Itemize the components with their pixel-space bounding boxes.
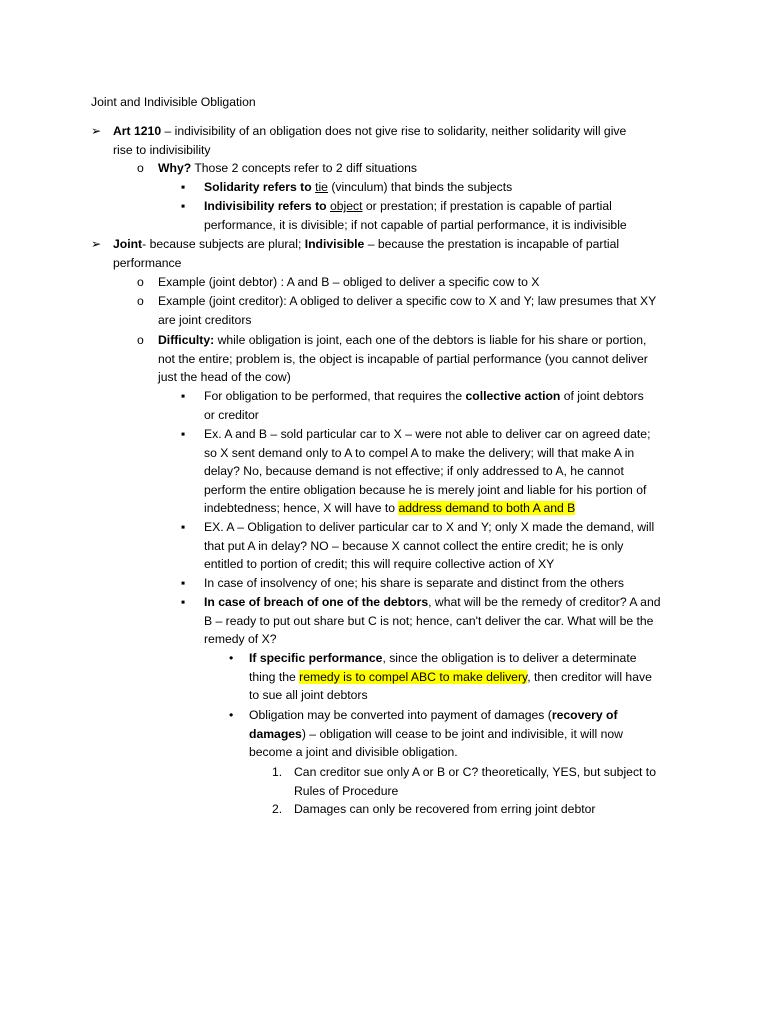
text-run: Ex. A and B – sold particular car to X – were not able to deliver car on agreed date; <box>204 427 651 441</box>
text-run: perform the entire obligation because he is merely joint and liable for his portion of <box>204 482 647 497</box>
text-line <box>204 630 276 649</box>
text-line <box>204 537 623 556</box>
bold-text: Why? <box>158 161 192 175</box>
text-line <box>158 273 539 292</box>
text-line <box>249 649 637 668</box>
text-line <box>204 481 646 500</box>
text-line <box>294 800 595 819</box>
text-line <box>113 254 181 273</box>
text-run: become a joint and divisible obligation. <box>249 745 458 760</box>
text-run: indebtedness; hence, X will have to <box>204 501 399 516</box>
square-bullet-icon: ▪ <box>181 180 186 194</box>
text-run: remedy of X? <box>204 632 277 647</box>
text-line <box>113 122 626 141</box>
text-line <box>158 292 656 311</box>
text-run: entitled to portion of credit; this will require collective action of XY <box>204 557 555 572</box>
text-run: so X sent demand only to A to compel A to make the delivery; will that make A in <box>204 445 635 460</box>
bold-text: Indivisibility refers to <box>204 199 330 213</box>
text-run: not the entire; problem is, the object is incapable of partial performance (you cannot deliver <box>158 351 648 366</box>
circle-bullet-icon: o <box>137 333 144 347</box>
bold-text: Indivisible <box>304 237 365 251</box>
text-line <box>249 668 652 687</box>
text-run: In case of insolvency of one; his share is separate and distinct from the others <box>204 576 625 590</box>
number-bullet-icon: 2. <box>272 802 283 816</box>
document-title: Joint and Indivisible Obligation <box>91 95 256 109</box>
text-run: object <box>329 199 363 213</box>
dot-bullet-icon: • <box>229 651 234 665</box>
text-line <box>249 725 623 744</box>
text-run: performance <box>113 255 182 270</box>
text-line <box>158 368 291 387</box>
text-run: Those 2 concepts refer to 2 diff situations <box>191 161 417 175</box>
text-line <box>204 406 259 425</box>
square-bullet-icon: ▪ <box>181 389 186 403</box>
square-bullet-icon: ▪ <box>181 427 186 441</box>
text-line <box>204 178 512 197</box>
text-line <box>158 350 648 369</box>
bold-text: Joint <box>113 237 143 251</box>
text-line <box>204 518 654 537</box>
arrow-bullet-icon: ➢ <box>91 237 102 251</box>
text-line <box>294 782 398 801</box>
text-line <box>204 555 554 574</box>
text-run: thing the <box>249 669 300 684</box>
text-run: rise to indivisibility <box>113 142 211 157</box>
bold-text: collective action <box>465 389 561 403</box>
bold-text: If specific performance <box>249 651 383 665</box>
bold-text: In case of breach of one of the debtors <box>204 595 429 609</box>
text-line <box>204 216 627 235</box>
bold-text: recovery of <box>551 708 618 722</box>
text-run: while obligation is joint, each one of the debtors is liable for his share or portion, <box>214 333 647 347</box>
text-line <box>249 706 618 725</box>
text-run: , what will be the remedy of creditor? A and <box>428 595 661 609</box>
text-run: just the head of the cow) <box>158 370 291 385</box>
text-run: B – ready to put out share but C is not; hence, can't deliver the car. What will be the <box>204 613 654 628</box>
text-run: performance, it is divisible; if not capable of partial performance, it is indivisible <box>204 217 627 232</box>
text-line <box>204 462 624 481</box>
text-run: of joint debtors <box>560 389 644 403</box>
text-line <box>204 444 634 463</box>
text-run: or creditor <box>204 407 259 422</box>
text-run: delay? No, because demand is not effective; if only addressed to A, he cannot <box>204 464 624 479</box>
text-run: Damages can only be recovered from erring joint debtor <box>294 802 596 816</box>
text-run: , since the obligation is to deliver a determinate <box>382 651 637 665</box>
text-run: to sue all joint debtors <box>249 688 368 703</box>
text-line <box>249 743 458 762</box>
text-line <box>158 311 251 330</box>
text-run: Example (joint creditor): A obliged to deliver a specific cow to X and Y; law presumes that XY <box>158 294 657 308</box>
text-run: – indivisibility of an obligation does not give rise to solidarity, neither solidarity will give <box>161 124 627 138</box>
square-bullet-icon: ▪ <box>181 595 186 609</box>
dot-bullet-icon: • <box>229 708 234 722</box>
text-run: EX. A – Obligation to deliver particular car to X and Y; only X made the demand, will <box>204 520 655 534</box>
circle-bullet-icon: o <box>137 294 144 308</box>
text-line <box>204 593 661 612</box>
text-run: or prestation; if prestation is capable of partial <box>362 199 612 213</box>
text-run: that put A in delay? NO – because X cannot collect the entire credit; he is only <box>204 538 624 553</box>
text-run: For obligation to be performed, that requires the <box>204 389 466 403</box>
text-run: Example (joint debtor) : A and B – obliged to deliver a specific cow to X <box>158 275 540 289</box>
highlighted-text: address demand to both A and B <box>398 501 576 516</box>
text-line <box>204 612 653 631</box>
bold-text: Art 1210 <box>113 124 162 138</box>
square-bullet-icon: ▪ <box>181 576 186 590</box>
text-run: Can creditor sue only A or B or C? theoretically, YES, but subject to <box>294 765 656 779</box>
text-line <box>204 197 612 216</box>
text-line <box>204 574 624 593</box>
text-run: Obligation may be converted into payment of damages ( <box>249 708 552 722</box>
text-run: ) – obligation will cease to be joint and indivisible, it will now <box>301 726 623 741</box>
highlighted-text: remedy is to compel ABC to make delivery <box>299 669 528 684</box>
text-line <box>204 425 650 444</box>
text-run: , then creditor will have <box>527 669 652 684</box>
text-line <box>249 686 368 705</box>
bold-text: damages <box>249 726 302 741</box>
text-run: are joint creditors <box>158 312 252 327</box>
text-run: tie <box>315 180 328 194</box>
text-line <box>204 387 644 406</box>
number-bullet-icon: 1. <box>272 765 283 779</box>
text-line <box>204 499 575 518</box>
circle-bullet-icon: o <box>137 161 144 175</box>
circle-bullet-icon: o <box>137 275 144 289</box>
text-line <box>158 159 417 178</box>
bold-text: Solidarity refers to <box>204 180 316 194</box>
square-bullet-icon: ▪ <box>181 520 186 534</box>
text-run: – because the prestation is incapable of partial <box>364 237 620 251</box>
text-line <box>294 763 656 782</box>
square-bullet-icon: ▪ <box>181 199 186 213</box>
text-run: - because subjects are plural; <box>142 237 305 251</box>
text-line <box>158 331 646 350</box>
text-line <box>113 141 211 160</box>
text-line <box>113 235 619 254</box>
text-run: Rules of Procedure <box>294 783 399 798</box>
arrow-bullet-icon: ➢ <box>91 124 102 138</box>
text-run: (vinculum) that binds the subjects <box>327 180 513 194</box>
bold-text: Difficulty: <box>158 333 215 347</box>
